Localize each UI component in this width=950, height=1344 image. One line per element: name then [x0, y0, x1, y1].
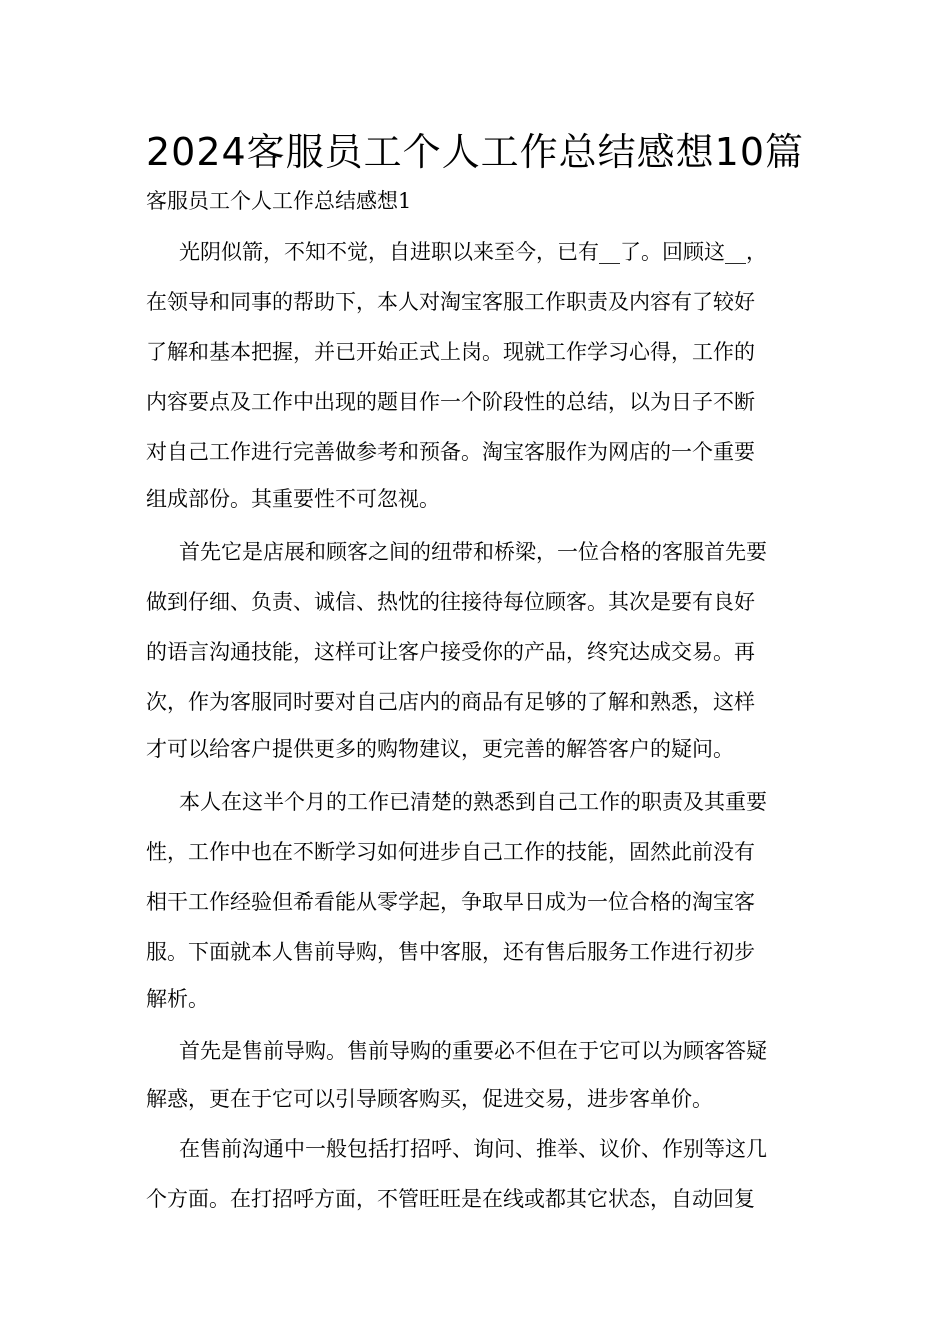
paragraph-line: 服。下面就本人售前导购，售中客服，还有售后服务工作进行初步 — [146, 940, 755, 964]
paragraph-line: 的语言沟通技能，这样可让客户接受你的产品，终究达成交易。再 — [146, 640, 755, 664]
section-heading: 客服员工个人工作总结感想1 — [146, 189, 412, 213]
paragraph-line: 做到仔细、负责、诚信、热忱的往接待每位顾客。其次是要有良好 — [146, 590, 755, 614]
paragraph-line: 首先它是店展和顾客之间的纽带和桥梁，一位合格的客服首先要 — [179, 540, 767, 564]
paragraph-line: 光阴似箭，不知不觉，自进职以来至今，已有__了。回顾这__， — [179, 240, 767, 264]
paragraph-line: 才可以给客户提供更多的购物建议，更完善的解答客户的疑问。 — [146, 737, 734, 761]
paragraph-line: 解析。 — [146, 987, 209, 1011]
paragraph-line: 个方面。在打招呼方面，不管旺旺是在线或都其它状态，自动回复 — [146, 1187, 755, 1211]
paragraph-line: 了解和基本把握，并已开始正式上岗。现就工作学习心得，工作的 — [146, 340, 755, 364]
paragraph-line: 性，工作中也在不断学习如何进步自己工作的技能，固然此前没有 — [146, 840, 755, 864]
paragraph-line: 内容要点及工作中出现的题目作一个阶段性的总结，以为日子不断 — [146, 390, 755, 414]
paragraph-line: 对自己工作进行完善做参考和预备。淘宝客服作为网店的一个重要 — [146, 440, 755, 464]
paragraph-line: 在领导和同事的帮助下，本人对淘宝客服工作职责及内容有了较好 — [146, 290, 755, 314]
paragraph-line: 首先是售前导购。售前导购的重要必不但在于它可以为顾客答疑 — [179, 1039, 767, 1063]
paragraph-line: 本人在这半个月的工作已清楚的熟悉到自己工作的职责及其重要 — [179, 790, 767, 814]
paragraph-line: 次，作为客服同时要对自己店内的商品有足够的了解和熟悉，这样 — [146, 690, 755, 714]
document-title: 2024客服员工个人工作总结感想10篇 — [145, 130, 805, 174]
paragraph-line: 相干工作经验但希看能从零学起，争取早日成为一位合格的淘宝客 — [146, 890, 755, 914]
paragraph-line: 解惑，更在于它可以引导顾客购买，促进交易，进步客单价。 — [146, 1087, 713, 1111]
paragraph-line: 在售前沟通中一般包括打招呼、询问、推举、议价、作别等这几 — [179, 1137, 767, 1161]
paragraph-line: 组成部份。其重要性不可忽视。 — [146, 487, 440, 511]
